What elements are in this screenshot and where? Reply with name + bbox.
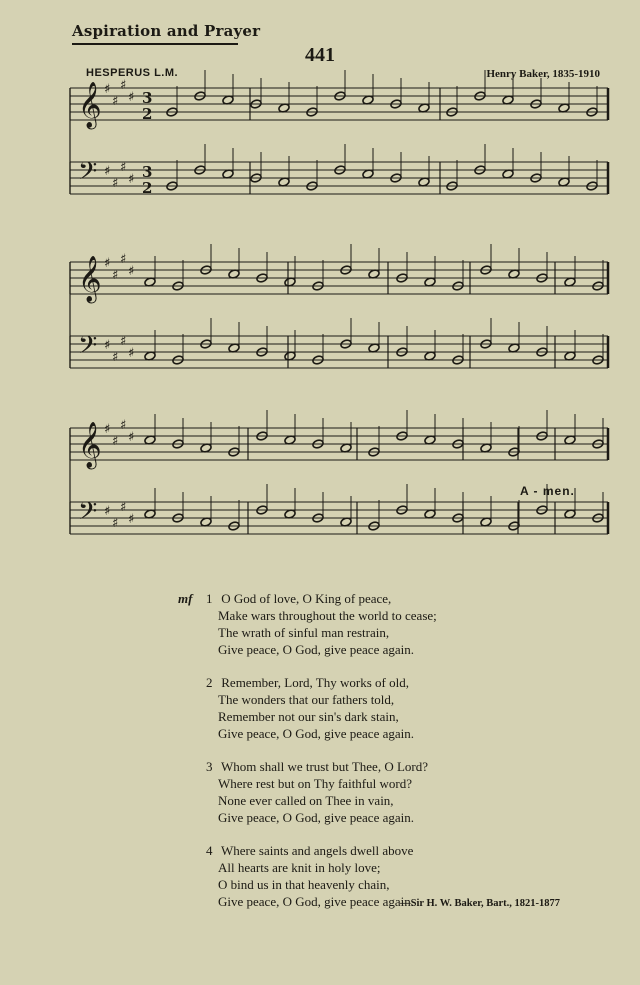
sharp-sign: ♯ [128, 90, 135, 105]
sharp-sign: ♯ [120, 160, 127, 175]
treble-clef: 𝄞 [78, 422, 102, 468]
verse-line: The wonders that our fathers told, [218, 692, 395, 707]
attribution: —Sir H. W. Baker, Bart., 1821-1877 [400, 898, 560, 909]
sharp-sign: ♯ [120, 78, 127, 93]
verse-line: Give peace, O God, give peace again. [218, 726, 414, 741]
verse-line [178, 590, 608, 607]
verse-line-text: O God of love, O King of peace, [221, 591, 392, 606]
sharp-sign: ♯ [112, 350, 119, 365]
verse-line [178, 758, 608, 775]
verse-line [178, 842, 608, 859]
verse-line [178, 674, 608, 691]
sharp-sign: ♯ [128, 512, 135, 527]
sharp-sign: ♯ [112, 176, 119, 191]
sharp-sign: ♯ [128, 172, 135, 187]
amen-text: A - men. [520, 484, 575, 498]
sharp-sign: ♯ [128, 264, 135, 279]
sharp-sign: ♯ [112, 268, 119, 283]
verse-line: None ever called on Thee in vain, [218, 793, 394, 808]
verse-number: 4 [206, 843, 213, 858]
sharp-sign: ♯ [120, 500, 127, 515]
verse-line: Give peace, O God, give peace again. [218, 642, 414, 657]
time-signature: 2 [142, 105, 153, 123]
tune-name: HESPERUS L.M. [86, 67, 179, 79]
bass-clef: 𝄢 [78, 331, 98, 366]
time-signature: 2 [142, 179, 153, 197]
sharp-sign: ♯ [104, 82, 111, 97]
verse-number: 3 [206, 759, 213, 774]
sharp-sign: ♯ [104, 422, 111, 437]
composer: Henry Baker, 1835-1910 [486, 68, 600, 80]
verse-line: Remember not our sin's dark stain, [218, 709, 399, 724]
verses [178, 590, 608, 926]
dynamic-marking: mf [178, 591, 193, 606]
sharp-sign: ♯ [104, 164, 111, 179]
bass-clef: 𝄢 [78, 157, 98, 192]
verse-line-text: Whom shall we trust but Thee, O Lord? [221, 759, 429, 774]
sharp-sign: ♯ [104, 504, 111, 519]
sharp-sign: ♯ [112, 434, 119, 449]
verse-line: The wrath of sinful man restrain, [218, 625, 390, 640]
time-signature: 3 [142, 89, 153, 107]
sharp-sign: ♯ [120, 252, 127, 267]
verse-line: Where rest but on Thy faithful word? [218, 776, 412, 791]
verse-1 [178, 590, 608, 658]
sharp-sign: ♯ [128, 346, 135, 361]
time-signature: 3 [142, 163, 153, 181]
treble-clef: 𝄞 [78, 82, 102, 128]
sharp-sign: ♯ [120, 334, 127, 349]
verse-line-text: Remember, Lord, Thy works of old, [221, 675, 409, 690]
sharp-sign: ♯ [120, 418, 127, 433]
sharp-sign: ♯ [112, 94, 119, 109]
verse-line: O bind us in that heavenly chain, [218, 877, 390, 892]
verse-line: Make wars throughout the world to cease; [218, 608, 437, 623]
sharp-sign: ♯ [104, 256, 111, 271]
verse-line-text: Where saints and angels dwell above [221, 843, 414, 858]
treble-clef: 𝄞 [78, 256, 102, 302]
bass-clef: 𝄢 [78, 497, 98, 532]
verse-number: 2 [206, 675, 213, 690]
verse-line: Give peace, O God, give peace again. [218, 894, 414, 909]
verse-3 [178, 758, 608, 826]
sharp-sign: ♯ [112, 516, 119, 531]
verse-line: Give peace, O God, give peace again. [218, 810, 414, 825]
hymn-number: 441 [305, 44, 335, 66]
verse-2 [178, 674, 608, 742]
section-header: Aspiration and Prayer [72, 22, 261, 40]
sharp-sign: ♯ [104, 338, 111, 353]
sharp-sign: ♯ [128, 430, 135, 445]
verse-number: 1 [206, 591, 213, 606]
verse-line: All hearts are knit in holy love; [218, 860, 381, 875]
